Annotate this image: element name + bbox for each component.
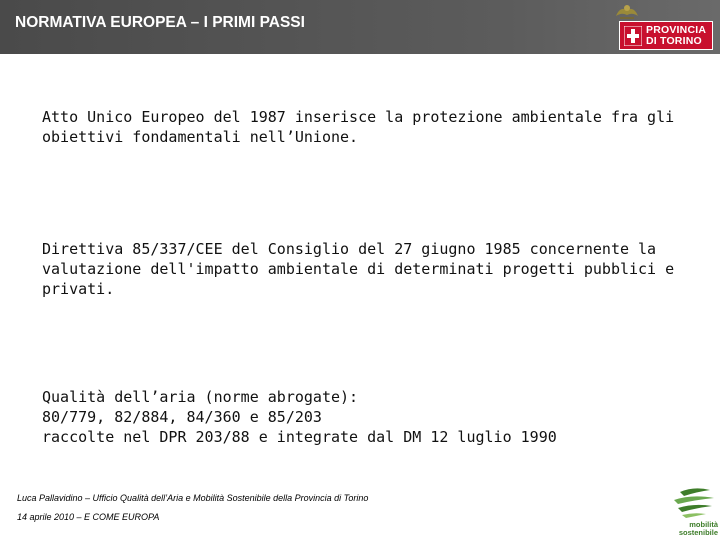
slide-title: NORMATIVA EUROPEA – I PRIMI PASSI [15,14,305,31]
provincia-torino-crest-icon [612,2,642,22]
paragraph-qualita-aria [42,387,682,447]
qualita-aria-line1: Qualità dell’aria (norme abrogate): [42,388,359,406]
ms-logo-line1: mobilità [689,520,718,529]
paragraph-direttiva: Direttiva 85/337/CEE del Consiglio del 27 giugno 1985 concernente la valutazione dell'impatto ambientale di determinati progetti pubblici e privati. [42,240,675,298]
paragraph-atto-unico: Atto Unico Europeo del 1987 inserisce la protezione ambientale fra gli obiettivi fondamentali nell’Unione. [42,108,675,146]
footer-author: Luca Pallavidino – Ufficio Qualità dell’Aria e Mobilità Sostenibile della Provincia di Torino [17,493,369,503]
provincia-torino-logo-text [646,25,706,47]
mobilita-sostenibile-logo-text [668,521,718,537]
ms-logo-line2: sostenibile [678,528,718,537]
qualita-aria-line2: 80/779, 82/884, 84/360 e 85/203 [42,408,322,426]
footer-date-event: 14 aprile 2010 – E COME EUROPA [17,512,160,522]
logo-text-line1: PROVINCIA [646,24,707,36]
logo-text-line2: DI TORINO [646,35,702,47]
qualita-aria-line3: raccolte nel DPR 203/88 e integrate dal DM 12 luglio 1990 [42,428,557,446]
provincia-torino-logo [619,21,713,50]
provincia-torino-cross-icon [624,26,642,46]
